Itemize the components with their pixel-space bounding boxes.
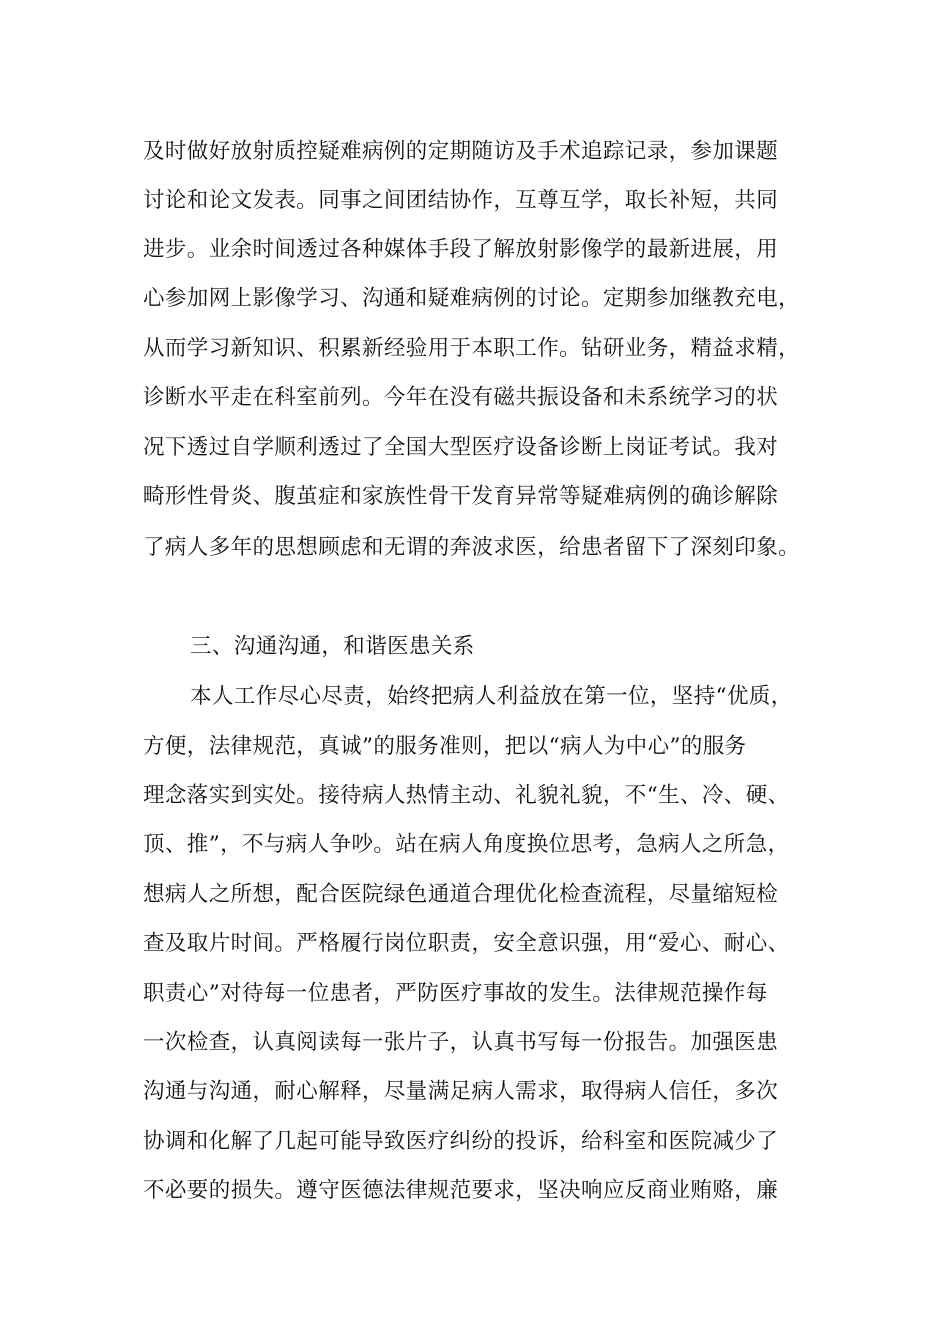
paragraph-line: 从而学习新知识、积累新经验用于本职工作。钻研业务，精益求精， <box>143 336 801 361</box>
paragraph-line: 了病人多年的思想顾虑和无谓的奔波求医，给患者留下了深刻印象。 <box>143 535 801 560</box>
paragraph-line: 职责心”对待每一位患者，严防医疗事故的发生。法律规范操作每 <box>143 981 768 1006</box>
paragraph-line: 诊断水平走在科室前列。今年在没有磁共振设备和未系统学习的状 <box>143 385 779 410</box>
paragraph-line: 本人工作尽心尽责，始终把病人利益放在第一位，坚持“优质， <box>190 684 793 709</box>
paragraph-line: 想病人之所想，配合医院绿色通道合理优化检查流程，尽量缩短检 <box>143 882 779 907</box>
paragraph-line: 查及取片时间。严格履行岗位职责，安全意识强，用“爱心、耐心、 <box>143 931 790 956</box>
paragraph-line: 畸形性骨炎、腹茧症和家族性骨干发育异常等疑难病例的确诊解除 <box>143 484 779 509</box>
paragraph-line: 顶、推”，不与病人争吵。站在病人角度换位思考，急病人之所急， <box>143 832 790 857</box>
paragraph-line: 不必要的损失。遵守医德法律规范要求，坚决响应反商业贿赂，廉 <box>143 1178 779 1203</box>
paragraph-line: 讨论和论文发表。同事之间团结协作，互尊互学，取长补短，共同 <box>143 188 779 213</box>
paragraph-line: 协调和化解了几起可能导致医疗纠纷的投诉，给科室和医院减少了 <box>143 1129 779 1154</box>
paragraph-line: 方便，法律规范，真诚”的服务准则，把以“病人为中心”的服务 <box>143 734 747 759</box>
paragraph-line: 况下透过自学顺利透过了全国大型医疗设备诊断上岗证考试。我对 <box>143 435 779 460</box>
section-heading: 三、沟通沟通，和谐医患关系 <box>190 634 475 659</box>
paragraph-line: 心参加网上影像学习、沟通和疑难病例的讨论。定期参加继教充电， <box>143 286 801 311</box>
paragraph-line: 理念落实到实处。接待病人热情主动、礼貌礼貌，不“生、冷、硬、 <box>143 783 790 808</box>
paragraph-line: 进步。业余时间透过各种媒体手段了解放射影像学的最新进展，用 <box>143 237 779 262</box>
paragraph-line: 及时做好放射质控疑难病例的定期随访及手术追踪记录，参加课题 <box>143 139 779 164</box>
paragraph-line: 一次检查，认真阅读每一张片子，认真书写每一份报告。加强医患 <box>143 1030 779 1055</box>
paragraph-line: 沟通与沟通，耐心解释，尽量满足病人需求，取得病人信任，多次 <box>143 1079 779 1104</box>
